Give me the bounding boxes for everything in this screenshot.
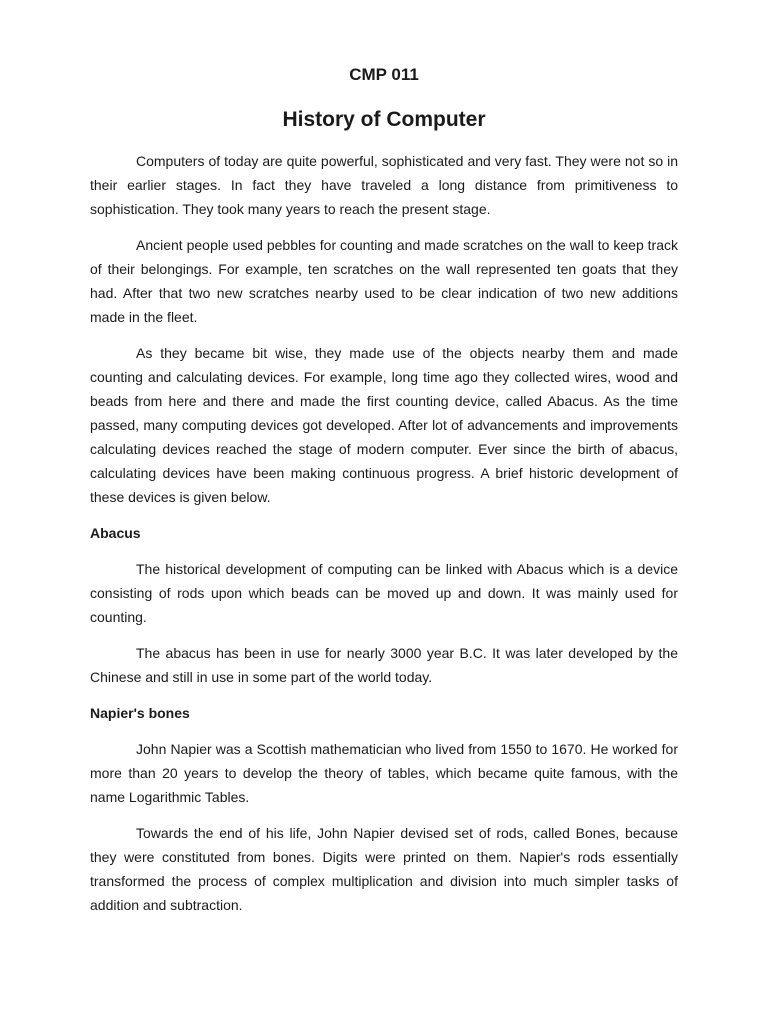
napier-paragraph-2: Towards the end of his life, John Napier devised set of rods, called Bones, because they were constituted from bones. Digits were printed on them. Napier's rods essentially transformed the process of complex multiplication and division into much simpler tasks of addition and subtraction. bbox=[90, 825, 678, 913]
page-title: History of Computer bbox=[282, 108, 486, 131]
napier-paragraph-1: John Napier was a Scottish mathematician who lived from 1550 to 1670. He worked for more than 20 years to develop the theory of tables, which became quite famous, with the name Logarithmic Tables. bbox=[90, 741, 678, 805]
abacus-paragraph-2: The abacus has been in use for nearly 3000 year B.C. It was later developed by the Chinese and still in use in some part of the world today. bbox=[90, 645, 678, 685]
intro-paragraph-3: As they became bit wise, they made use of the objects nearby them and made counting and calculating devices. For example, long time ago they collected wires, wood and beads from here and there and made the first counting device, called Abacus. As the time passed, many computing devices got developed. After lot of advancements and improvements calculating devices reached the stage of modern computer. Ever since the birth of abacus, calculating devices have been making continuous progress. A brief historic development of these devices is given below. bbox=[90, 345, 678, 505]
napier-heading: Napier's bones bbox=[90, 705, 190, 721]
intro-paragraph-1: Computers of today are quite powerful, sophisticated and very fast. They were not so in their earlier stages. In fact they have traveled a long distance from primitiveness to sophistication. They took many years to reach the present stage. bbox=[90, 153, 678, 217]
document-page bbox=[90, 62, 678, 929]
course-code: CMP 011 bbox=[349, 65, 419, 84]
abacus-heading: Abacus bbox=[90, 525, 141, 541]
abacus-paragraph-1: The historical development of computing can be linked with Abacus which is a device consisting of rods upon which beads can be moved up and down. It was mainly used for counting. bbox=[90, 561, 678, 625]
intro-paragraph-2: Ancient people used pebbles for counting and made scratches on the wall to keep track of their belongings. For example, ten scratches on the wall represented ten goats that they had. After that two new scratches nearby used to be clear indication of two new additions made in the fleet. bbox=[90, 237, 678, 325]
